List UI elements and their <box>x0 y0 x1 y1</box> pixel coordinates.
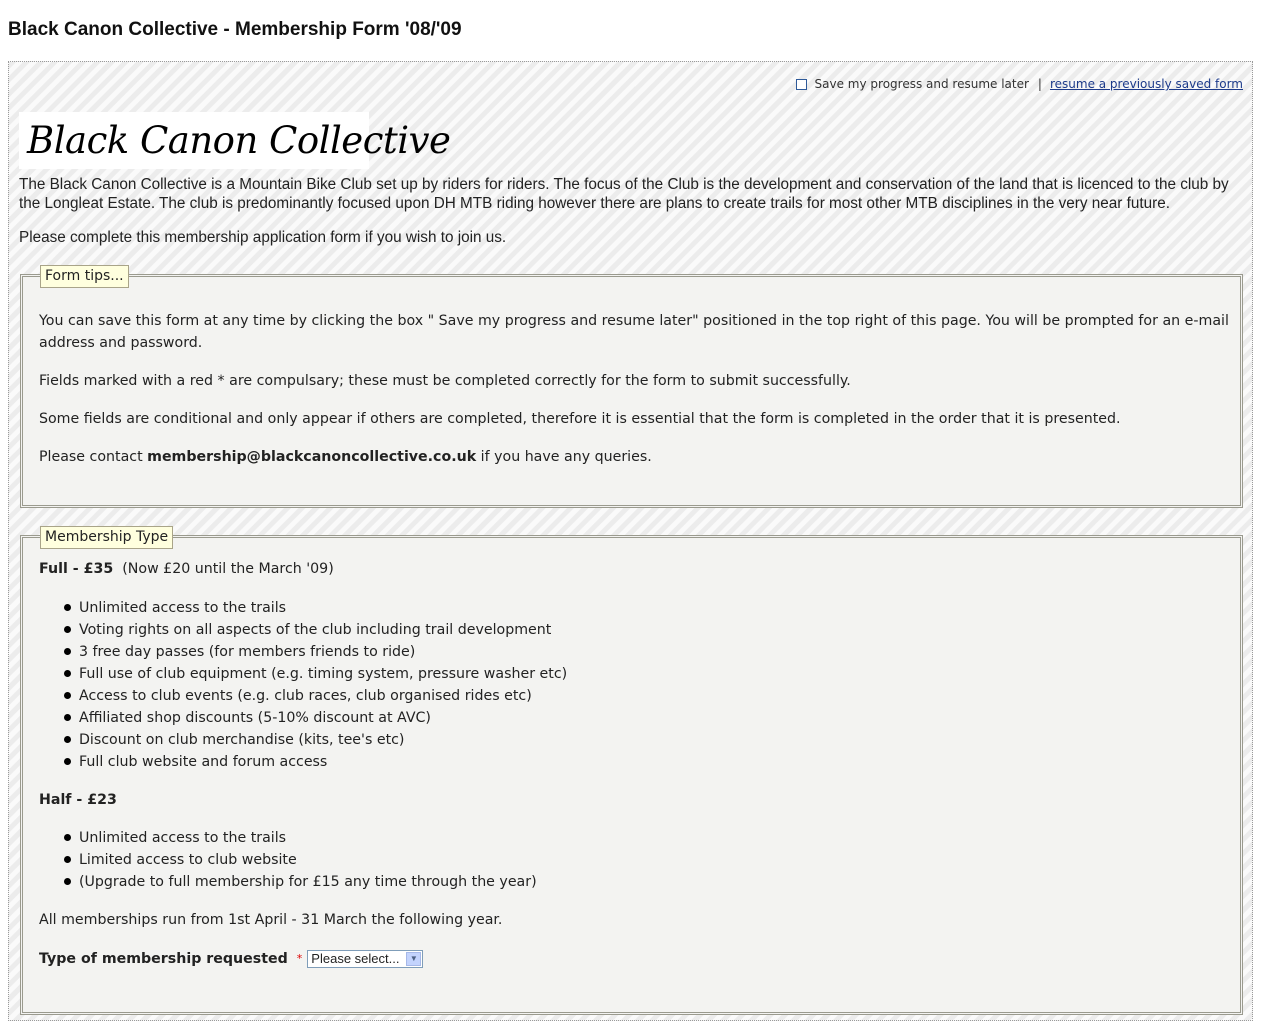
save-progress-label[interactable]: Save my progress and resume later <box>814 77 1029 91</box>
membership-type-select[interactable] <box>307 950 423 968</box>
intro-instruction: Please complete this membership application form if you wish to join us. <box>19 229 507 246</box>
membership-period-note: All memberships run from 1st April - 31 March the following year. <box>39 912 503 928</box>
resume-saved-form-link[interactable]: resume a previously saved form <box>1049 77 1243 91</box>
form-tips-legend: Form tips... <box>40 265 129 288</box>
tip-contact <box>39 446 652 468</box>
list-item: Full use of club equipment (e.g. timing system, pressure washer etc) <box>39 663 567 685</box>
chevron-down-icon[interactable]: ▼ <box>406 952 421 966</box>
tip-conditional-fields: Some fields are conditional and only appear if others are completed, therefore it is essential that the form is completed in the order that it is presented. <box>39 411 1121 427</box>
form-tips-fieldset <box>20 268 1243 508</box>
full-benefits-list <box>39 597 567 773</box>
half-benefits-list <box>39 827 537 893</box>
half-membership-title: Half - £23 <box>39 792 117 808</box>
membership-type-fieldset <box>20 529 1243 1015</box>
full-membership-title: Full - £35 <box>39 561 114 577</box>
list-item: Affiliated shop discounts (5-10% discount at AVC) <box>39 707 567 729</box>
list-item: Unlimited access to the trails <box>39 827 537 849</box>
membership-type-label: Type of membership requested <box>39 951 288 967</box>
half-membership-heading <box>39 789 117 811</box>
list-item: (Upgrade to full membership for £15 any time through the year) <box>39 871 537 893</box>
tip-save-progress: You can save this form at any time by clicking the box " Save my progress and resume later" positioned in the top right of this page. You will be prompted for an e-mail address and password. <box>39 313 1229 351</box>
list-item: 3 free day passes (for members friends to ride) <box>39 641 567 663</box>
page-title: Black Canon Collective - Membership Form '08/'09 <box>8 19 462 40</box>
list-item: Voting rights on all aspects of the club including trail development <box>39 619 567 641</box>
required-asterisk: * <box>296 952 303 965</box>
save-progress-bar <box>796 77 1243 91</box>
separator: | <box>1037 77 1042 91</box>
contact-email: membership@blackcanoncollective.co.uk <box>147 449 477 465</box>
membership-type-content <box>39 558 1234 1008</box>
logo-text: Black Canon Collective <box>27 119 451 162</box>
select-value: Please select... <box>311 951 400 966</box>
tip-contact-prefix: Please contact <box>39 449 148 465</box>
list-item: Unlimited access to the trails <box>39 597 567 619</box>
list-item: Access to club events (e.g. club races, club organised rides etc) <box>39 685 567 707</box>
list-item: Full club website and forum access <box>39 751 567 773</box>
membership-type-legend: Membership Type <box>40 526 173 549</box>
save-progress-checkbox[interactable] <box>796 79 807 90</box>
list-item: Discount on club merchandise (kits, tee's etc) <box>39 729 567 751</box>
list-item: Limited access to club website <box>39 849 537 871</box>
full-membership-heading <box>39 558 334 580</box>
club-logo <box>19 112 451 169</box>
tip-contact-suffix: if you have any queries. <box>476 449 652 465</box>
full-membership-note: (Now £20 until the March '09) <box>122 561 334 577</box>
membership-type-row <box>39 948 423 970</box>
intro-paragraph: The Black Canon Collective is a Mountain Bike Club set up by riders for riders. The focus of the Club is the development and conservation of the land that is licenced to the club by the Longleat Estate. The club is predominantly focused upon DH MTB riding however there are plans to create trails for most other MTB disciplines in the very near future. <box>19 176 1229 212</box>
form-container <box>8 61 1253 1021</box>
tip-required-fields: Fields marked with a red * are compulsary; these must be completed correctly for the form to submit successfully. <box>39 373 851 389</box>
